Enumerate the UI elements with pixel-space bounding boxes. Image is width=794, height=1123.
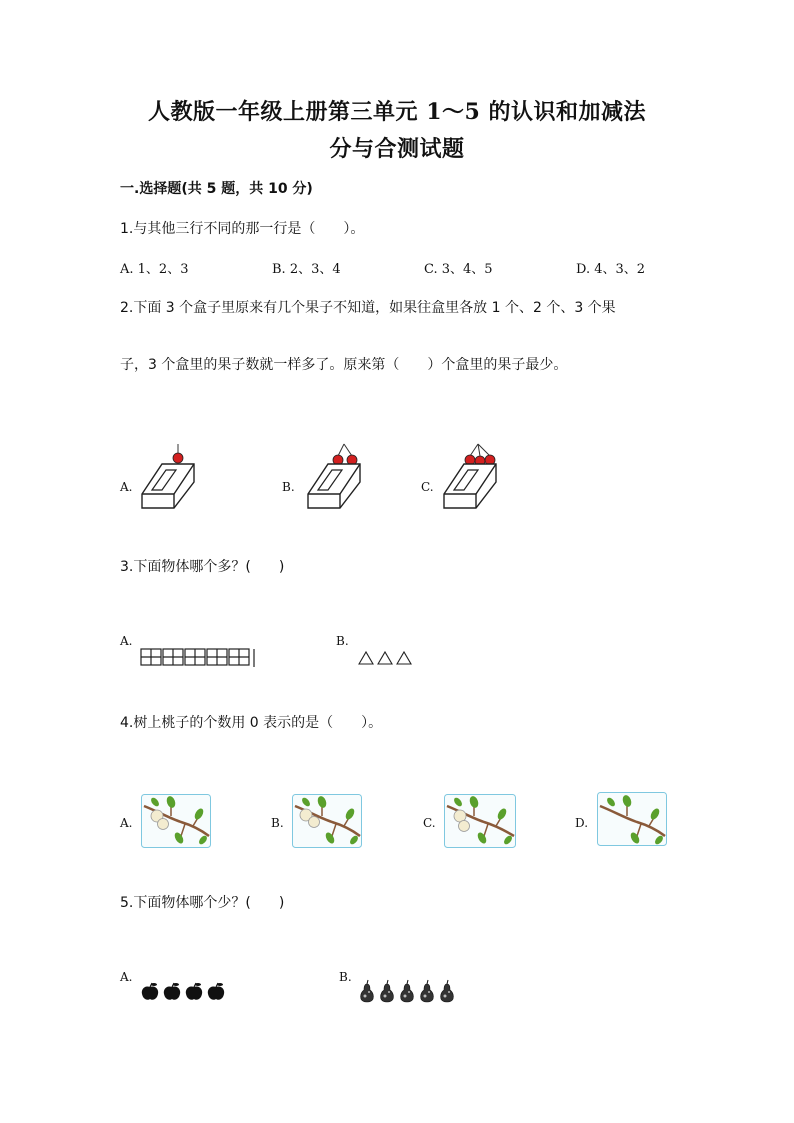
grid-squares-image — [140, 648, 260, 668]
q4-option-a[interactable]: A. — [120, 816, 133, 830]
question-3-text: 3.下面物体哪个多？( ) — [120, 559, 285, 575]
pears-image — [358, 980, 458, 1004]
q2-option-b[interactable]: B. — [282, 480, 295, 494]
branch-without-peaches-image — [597, 792, 667, 846]
q5-option-a[interactable]: A. — [120, 970, 133, 984]
page-title — [0, 95, 794, 163]
q3-option-b[interactable]: B. — [336, 634, 349, 648]
q1-option-b[interactable]: B. 2、3、4 — [272, 262, 341, 277]
branch-with-peaches-image-a — [141, 794, 211, 848]
apples-image — [140, 982, 230, 1002]
q2-option-a[interactable]: A. — [120, 480, 133, 494]
q5-option-b[interactable]: B. — [339, 970, 352, 984]
q1-option-a[interactable]: A. 1、2、3 — [120, 262, 189, 277]
box-with-two-cherries-image — [304, 438, 368, 510]
q4-option-c[interactable]: C. — [423, 816, 436, 830]
q3-option-a[interactable]: A. — [120, 634, 133, 648]
branch-with-peaches-image-c — [444, 794, 516, 848]
box-with-three-cherries-image — [440, 438, 504, 510]
section-heading: 一.选择题(共 5 题，共 10 分) — [120, 181, 313, 197]
triangles-image — [358, 650, 418, 666]
q4-option-b[interactable]: B. — [271, 816, 284, 830]
question-1-text: 1.与其他三行不同的那一行是（ ）。 — [120, 221, 365, 237]
question-2-line-1: 2.下面 3 个盒子里原来有几个果子不知道，如果往盒里各放 1 个、2 个、3 个果 — [120, 300, 616, 316]
question-5-text: 5.下面物体哪个少？( ) — [120, 895, 285, 911]
q2-option-c[interactable]: C. — [421, 480, 434, 494]
branch-with-peaches-image-b — [292, 794, 362, 848]
title-line-1: 人教版一年级上册第三单元 1～5 的认识和加减法 — [148, 99, 646, 125]
box-with-one-cherry-image — [138, 438, 198, 510]
title-line-2: 分与合测试题 — [329, 136, 465, 162]
question-4-text: 4.树上桃子的个数用 0 表示的是（ ）。 — [120, 715, 383, 731]
question-2-line-2: 子，3 个盒里的果子数就一样多了。原来第（ ）个盒里的果子最少。 — [120, 357, 568, 373]
q1-option-d[interactable]: D. 4、3、2 — [576, 262, 646, 277]
q1-option-c[interactable]: C. 3、4、5 — [424, 262, 493, 277]
q4-option-d[interactable]: D. — [575, 816, 589, 830]
